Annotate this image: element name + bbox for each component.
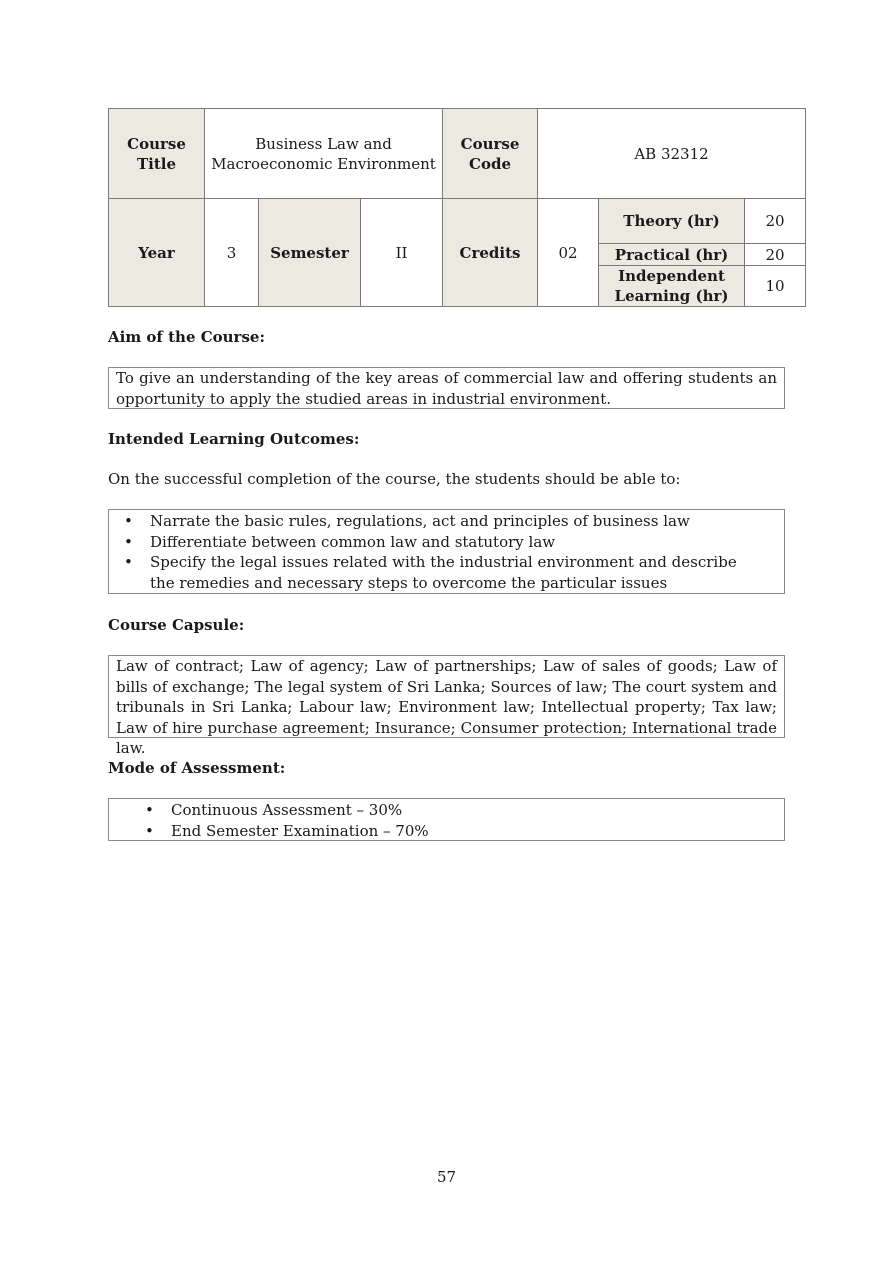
list-item: • Differentiate between common law and statutory law [124,532,556,551]
bullet-icon: • [145,821,154,840]
bullet-icon: • [124,553,133,571]
semester-label: Semester [259,199,361,307]
list-item: • Narrate the basic rules, regulations, act and principles of business law [124,512,690,530]
bullet-icon: • [145,801,154,819]
credits-value: 02 [538,199,599,307]
bullet-icon: • [124,532,133,551]
course-title-label: Course Title [109,109,205,199]
list-item: • Specify the legal issues related with the industrial environment and describe the remedies and necessary steps to overcome the particular issues [124,553,737,592]
outcomes-box [108,509,785,594]
course-info-table [108,108,806,307]
semester-value: II [361,199,443,307]
course-title-value: Business Law and Macroeconomic Environment [205,109,443,199]
assessment-heading: Mode of Assessment: [108,759,286,777]
course-code-label: Course Code [443,109,538,199]
independent-hours-value: 10 [745,266,806,307]
theory-hours-label: Theory (hr) [599,199,745,244]
list-item: • Continuous Assessment – 30% [145,801,403,819]
course-code-value: AB 32312 [538,109,806,199]
page-number: 57 [436,1168,457,1186]
assessment-box [108,798,785,841]
credits-label: Credits [443,199,538,307]
practical-hours-label: Practical (hr) [599,244,745,266]
independent-hours-label: Independent Learning (hr) [599,266,745,307]
theory-hours-value: 20 [745,199,806,244]
aim-box [108,367,785,409]
outcomes-intro: On the successful completion of the course, the students should be able to: [108,470,681,488]
outcomes-heading: Intended Learning Outcomes: [108,430,360,448]
aim-text: To give an understanding of the key areas of commercial law and offering students an opportunity to apply the studied areas in industrial environment. [116,369,777,408]
capsule-box [108,655,785,757]
assessment-list [109,800,784,841]
list-item: • End Semester Examination – 70% [145,821,429,840]
capsule-text: Law of contract; Law of agency; Law of partnerships; Law of sales of goods; Law of bills of exchange; The legal system of Sri Lanka; Sources of law; The court system and tribunals in Sri Lanka; Labour law; Environment law; Intellectual property; Tax law; Law of hire purchase agreement; Insurance; Consumer protection; International trade law. [116,657,777,757]
bullet-icon: • [124,512,133,530]
year-value: 3 [205,199,259,307]
capsule-heading: Course Capsule: [108,616,245,634]
practical-hours-value: 20 [745,244,806,266]
aim-heading: Aim of the Course: [108,328,265,346]
year-label: Year [109,199,205,307]
outcomes-list [109,511,784,593]
